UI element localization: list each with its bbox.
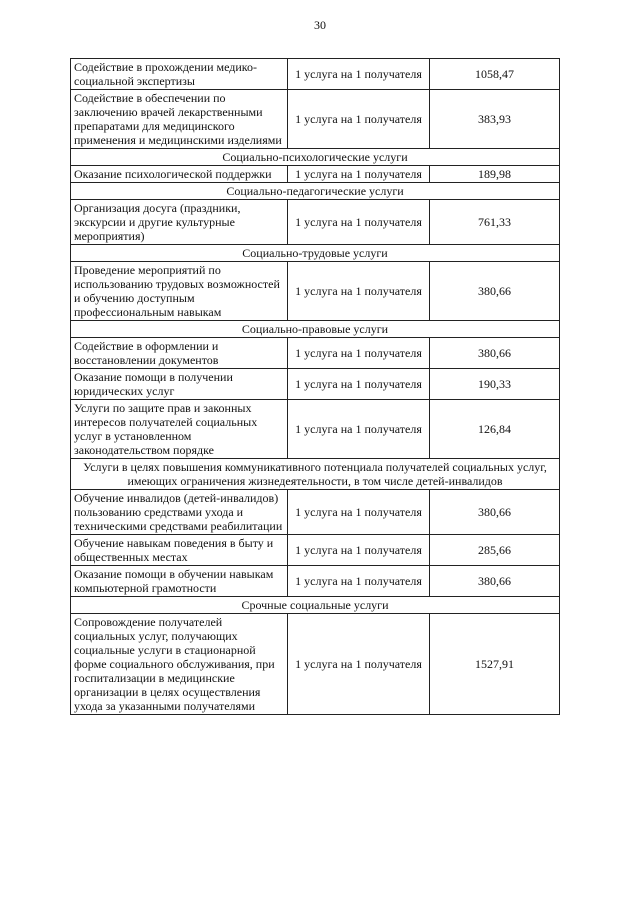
section-title: Социально-психологические услуги [71,149,560,166]
unit-cell: 1 услуга на 1 получателя [288,59,430,90]
unit-cell: 1 услуга на 1 получателя [288,166,430,183]
service-name-cell: Оказание помощи в обучении навыкам компьютерной грамотности [71,566,288,597]
price-cell: 189,98 [430,166,560,183]
table-row [71,338,560,369]
price-cell: 380,66 [430,262,560,321]
service-name-cell: Содействие в обеспечении по заключению врачей лекарственными препаратами для медицинского применения и медицинскими изделиями [71,90,288,149]
service-name-cell: Содействие в оформлении и восстановлении документов [71,338,288,369]
service-name-cell: Оказание психологической поддержки [71,166,288,183]
section-header-row [71,597,560,614]
table-row [71,90,560,149]
service-name-cell: Содействие в прохождении медико-социальной экспертизы [71,59,288,90]
services-table-body [71,59,560,715]
service-name-cell: Сопровождение получателей социальных услуг, получающих социальные услуги в стационарной форме социального обслуживания, при госпитализации в медицинские организации в целях осуществления ухода за указанными получателями [71,614,288,715]
table-row [71,614,560,715]
price-cell: 1058,47 [430,59,560,90]
table-row [71,369,560,400]
table-row [71,400,560,459]
service-name-cell: Проведение мероприятий по использованию трудовых возможностей и обучению доступным профессиональным навыкам [71,262,288,321]
page-number: 30 [314,18,326,32]
price-cell: 383,93 [430,90,560,149]
table-row [71,566,560,597]
price-cell: 1527,91 [430,614,560,715]
unit-cell: 1 услуга на 1 получателя [288,400,430,459]
unit-cell: 1 услуга на 1 получателя [288,338,430,369]
service-name-cell: Оказание помощи в получении юридических услуг [71,369,288,400]
unit-cell: 1 услуга на 1 получателя [288,614,430,715]
price-cell: 761,33 [430,200,560,245]
service-name-cell: Услуги по защите прав и законных интересов получателей социальных услуг в установленном законодательством порядке [71,400,288,459]
section-title: Социально-педагогические услуги [71,183,560,200]
table-row [71,59,560,90]
section-header-row [71,321,560,338]
section-title: Срочные социальные услуги [71,597,560,614]
table-row [71,262,560,321]
service-name-cell: Обучение инвалидов (детей-инвалидов) пользованию средствами ухода и техническими средствами реабилитации [71,490,288,535]
unit-cell: 1 услуга на 1 получателя [288,262,430,321]
price-cell: 126,84 [430,400,560,459]
unit-cell: 1 услуга на 1 получателя [288,535,430,566]
section-title: Услуги в целях повышения коммуникативного потенциала получателей социальных услуг, имеющих ограничения жизнедеятельности, в том числе детей-инвалидов [71,459,560,490]
unit-cell: 1 услуга на 1 получателя [288,90,430,149]
section-header-row [71,149,560,166]
table-row [71,166,560,183]
section-header-row [71,245,560,262]
price-cell: 190,33 [430,369,560,400]
service-name-cell: Обучение навыкам поведения в быту и общественных местах [71,535,288,566]
section-title: Социально-правовые услуги [71,321,560,338]
unit-cell: 1 услуга на 1 получателя [288,200,430,245]
service-name-cell: Организация досуга (праздники, экскурсии и другие культурные мероприятия) [71,200,288,245]
unit-cell: 1 услуга на 1 получателя [288,490,430,535]
table-row [71,200,560,245]
section-title: Социально-трудовые услуги [71,245,560,262]
table-row [71,490,560,535]
table-row [71,535,560,566]
unit-cell: 1 услуга на 1 получателя [288,566,430,597]
price-cell: 380,66 [430,490,560,535]
section-header-row [71,183,560,200]
price-cell: 380,66 [430,338,560,369]
price-cell: 380,66 [430,566,560,597]
unit-cell: 1 услуга на 1 получателя [288,369,430,400]
price-cell: 285,66 [430,535,560,566]
services-tariff-table [70,58,560,715]
section-header-row [71,459,560,490]
